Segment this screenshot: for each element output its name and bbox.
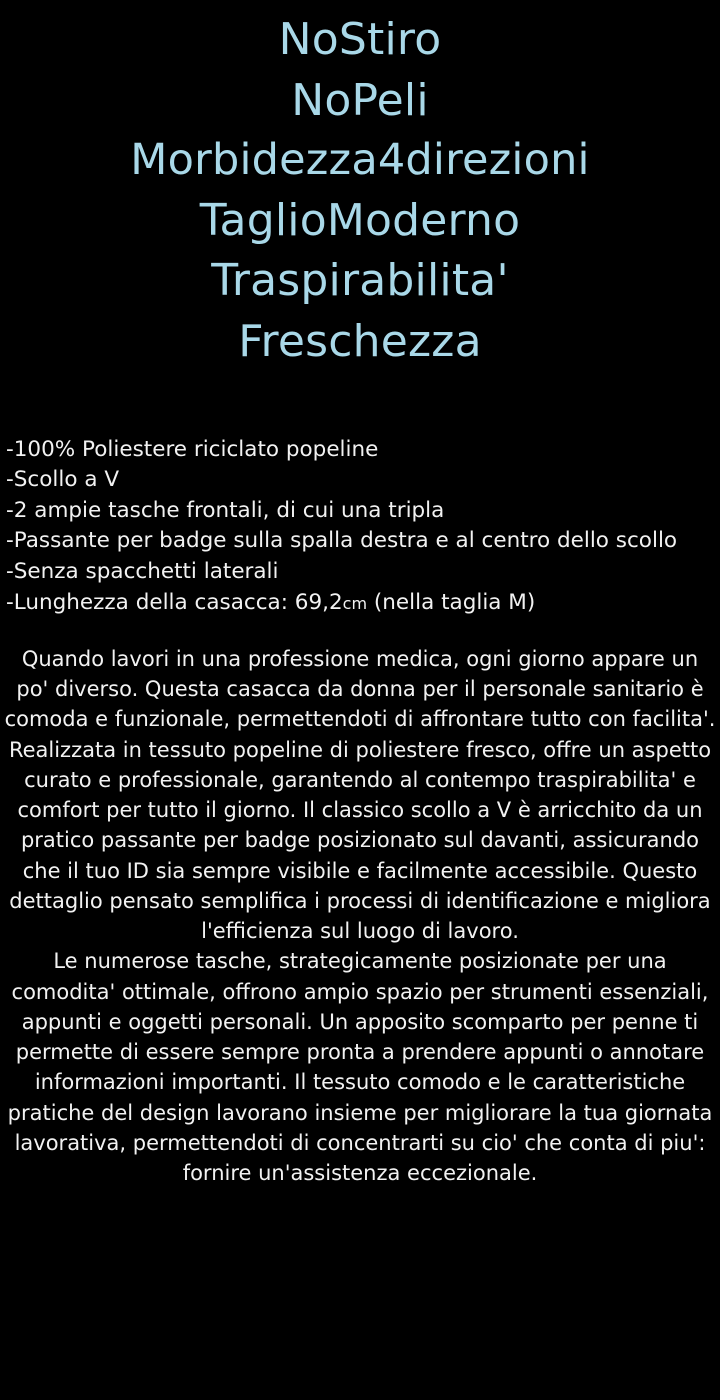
headline-line-2: NoPeli [291,74,429,126]
headline-block [0,0,720,373]
spec-item-material: -100% Poliestere riciclato popeline [6,436,379,462]
headline-line-6: Freschezza [238,316,482,368]
spec-item-pockets: -2 ampie tasche frontali, di cui una tripla [6,497,445,523]
spec-item-side-vents: -Senza spacchetti laterali [6,558,279,584]
spec-list [0,435,720,618]
description-paragraph-2: Realizzata in tessuto popeline di poliestere fresco, offre un aspetto curato e professionale, garantendo al contempo traspirabilita' e comfort per tutto il giorno. Il classico scollo a V è arricchito da un pratico passante per badge posizionato sul davanti, assicurando che il tuo ID sia sempre visibile e facilmente accessibile. Questo dettaglio pensato semplifica i processi di identificazione e migliora l'efficienza sul luogo di lavoro. [8,737,712,944]
spec-length-suffix: (nella taglia M) [367,589,536,615]
description-paragraph-1: Quando lavori in una professione medica, ogni giorno appare un po' diverso. Questa casacca da donna per il personale sanitario è comoda e funzionale, permettendoti di affrontare tutto con facilita'. [4,647,716,732]
spec-item-badge-loop: -Passante per badge sulla spalla destra e al centro dello scollo [6,528,678,554]
spec-length-unit: cm [342,593,368,613]
headline-line-5: Traspirabilita' [211,255,509,307]
spec-length-prefix: -Lunghezza della casacca: 69,2 [6,589,343,615]
spec-item-neckline: -Scollo a V [6,467,120,493]
spec-item-length [6,588,714,619]
headline-line-1: NoStiro [278,14,442,65]
headline-line-3: Morbidezza4direzioni [130,135,590,186]
description-paragraph-3: Le numerose tasche, strategicamente posizionate per una comodita' ottimale, offrono ampio spazio per strumenti essenziali, appunti e oggetti personali. Un apposito scomparto per penne ti permette di essere sempre pronta a prendere appunti o annotare informazioni importanti. Il tessuto comodo e le caratteristiche pratiche del design lavorano insieme per migliorare la tua giornata lavorativa, permettendoti di concentrarti su cio' che conta di piu': fornire un'assistenza eccezionale. [7,949,713,1185]
description-body [0,644,720,1188]
headline-line-4: TaglioModerno [199,194,521,246]
